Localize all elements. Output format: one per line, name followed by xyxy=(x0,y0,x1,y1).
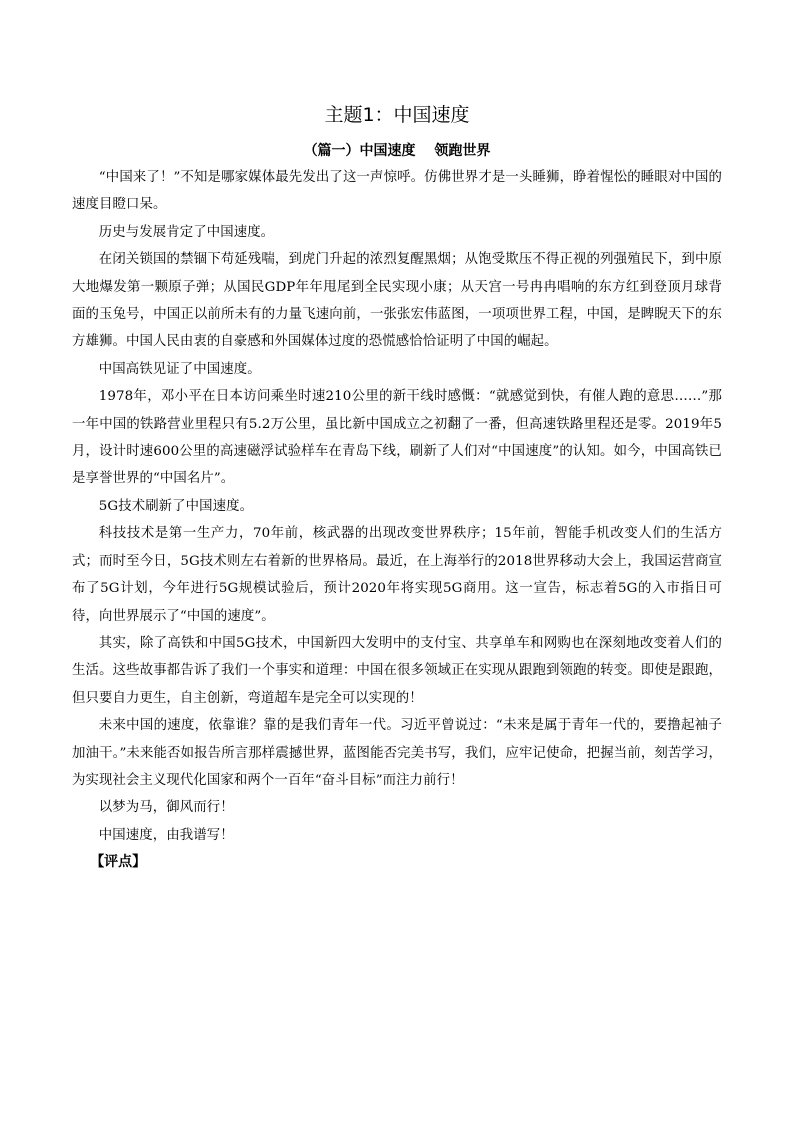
paragraph: 5G技术刷新了中国速度。 xyxy=(98,498,254,514)
paragraph: 其实，除了高铁和中国5G技术，中国新四大发明中的支付宝、共享单车和网购也在深刻地改变着人们的生活。这些故事都告诉了我们一个事实和道理：中国在很多领域正在实现从跟跑到领跑的转变。即使是跟跑，但只要自力更生，自主创新，弯道超车是完全可以实现的！ xyxy=(72,635,722,706)
paragraph: 1978年，邓小平在日本访问乘坐时速210公里的新干线时感慨：“就感觉到快，有催人跑的意思……”那一年中国的铁路营业里程只有5.2万公里，虽比新中国成立之初翻了一番，但高速铁路里程还是零。2019年5月，设计时速600公里的高速磁浮试验样车在青岛下线，刷新了人们对“中国速度”的认知。如今，中国高铁已是享誉世界的“中国名片”。 xyxy=(72,389,722,487)
paragraph: “中国来了！”不知是哪家媒体最先发出了这一声惊呼。仿佛世界才是一头睡狮，睁着惺忪的睡眼对中国的速度目瞪口呆。 xyxy=(72,170,722,213)
paragraph: 中国高铁见证了中国速度。 xyxy=(98,361,261,377)
paragraph: 在闭关锁国的禁锢下苟延残喘，到虎门升起的浓烈复醒黑烟；从饱受欺压不得正视的列强殖民下，到中原大地爆发第一颗原子弹；从国民GDP年年甩尾到全民实现小康；从天宫一号冉冉唱响的东方红到登顶月球背面的玉兔号，中国正以前所未有的力量飞速向前，一张张宏伟蓝图，一项项世界工程，中国，是睥睨天下的东方雄狮。中国人民由衷的自豪感和外国媒体过度的恐慌感恰恰证明了中国的崛起。 xyxy=(72,252,722,350)
paragraph: 以梦为马，御风而行！ xyxy=(98,800,234,816)
paragraph: 科技技术是第一生产力，70年前，核武器的出现改变世界秩序；15年前，智能手机改变人们的生活方式；而时至今日，5G技术则左右着新的世界格局。最近，在上海举行的2018世界移动大会上，我国运营商宣布了5G计划，今年进行5G规模试验后，预计2020年将实现5G商用。这一宣告，标志着5G的入市指日可待，向世界展示了“中国的速度”。 xyxy=(72,526,722,624)
paragraph: 未来中国的速度，依靠谁？靠的是我们青年一代。习近平曾说过：“未来是属于青年一代的，要撸起袖子加油干。”未来能否如报告所言那样震撼世界，蓝图能否完美书写，我们，应牢记使命，把握当前，刻苦学习，为实现社会主义现代化国家和两个一百年“奋斗目标”而注力前行！ xyxy=(72,718,722,788)
document-page xyxy=(72,100,722,877)
comment-label: 【评点】 xyxy=(90,854,147,871)
paragraph: 历史与发展肯定了中国速度。 xyxy=(98,224,275,240)
document-subtitle: （篇一）中国速度 领跑世界 xyxy=(303,143,491,159)
paragraph: 中国速度，由我谱写！ xyxy=(98,827,234,843)
document-title: 主题1：中国速度 xyxy=(324,104,470,126)
